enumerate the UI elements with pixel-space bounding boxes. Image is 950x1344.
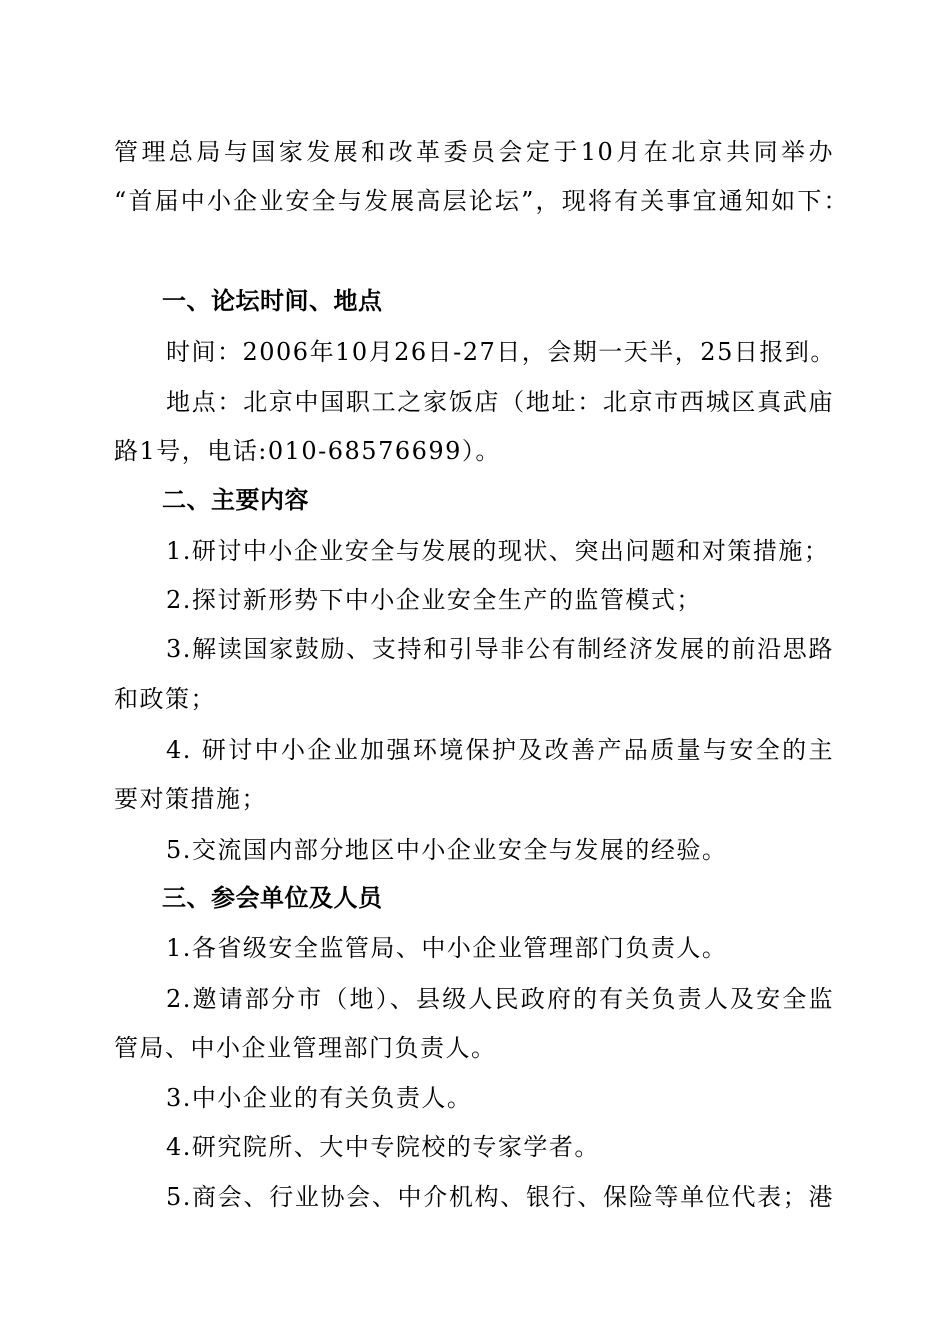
- section-3-item-4: 4.研究院所、大中专院校的专家学者。: [166, 1133, 600, 1161]
- section-2-item-3-line-1: 3.解读国家鼓励、支持和引导非公有制经济发展的前沿思路: [166, 635, 834, 663]
- section-2-heading: 二、主要内容: [162, 486, 309, 514]
- section-3-item-3: 3.中小企业的有关负责人。: [166, 1084, 473, 1112]
- section-3-item-1: 1.各省级安全监管局、中小企业管理部门负责人。: [166, 934, 728, 962]
- section-1-time: 时间：2006年10月26日-27日，会期一天半，25日报到。: [166, 338, 836, 366]
- section-3-item-2-line-1: 2.邀请部分市（地）、县级人民政府的有关负责人及安全监: [166, 985, 834, 1013]
- section-2-item-4-line-1: 4. 研讨中小企业加强环境保护及改善产品质量与安全的主: [166, 736, 834, 764]
- section-2-item-1: 1.研讨中小企业安全与发展的现状、突出问题和对策措施；: [166, 537, 830, 565]
- section-3-heading: 三、参会单位及人员: [162, 884, 383, 912]
- section-2-item-4-line-2: 要对策措施；: [114, 785, 267, 813]
- intro-line-2: “首届中小企业安全与发展高层论坛”，现将有关事宜通知如下：: [114, 187, 849, 215]
- section-3-item-2-line-2: 管局、中小企业管理部门负责人。: [114, 1034, 497, 1062]
- section-2-item-3-line-2: 和政策；: [114, 685, 216, 713]
- section-2-item-5: 5.交流国内部分地区中小企业安全与发展的经验。: [166, 836, 728, 864]
- intro-line-1: 管理总局与国家发展和改革委员会定于10月在北京共同举办: [114, 138, 834, 166]
- section-1-place-line-1: 地点：北京中国职工之家饭店（地址：北京市西城区真武庙: [166, 388, 834, 416]
- section-1-heading: 一、论坛时间、地点: [162, 287, 383, 315]
- section-2-item-2: 2.探讨新形势下中小企业安全生产的监管模式；: [166, 586, 702, 614]
- section-3-item-5-line-1: 5.商会、行业协会、中介机构、银行、保险等单位代表；港: [166, 1183, 834, 1211]
- section-1-place-line-2: 路1号，电话:010-68576699）。: [114, 437, 501, 465]
